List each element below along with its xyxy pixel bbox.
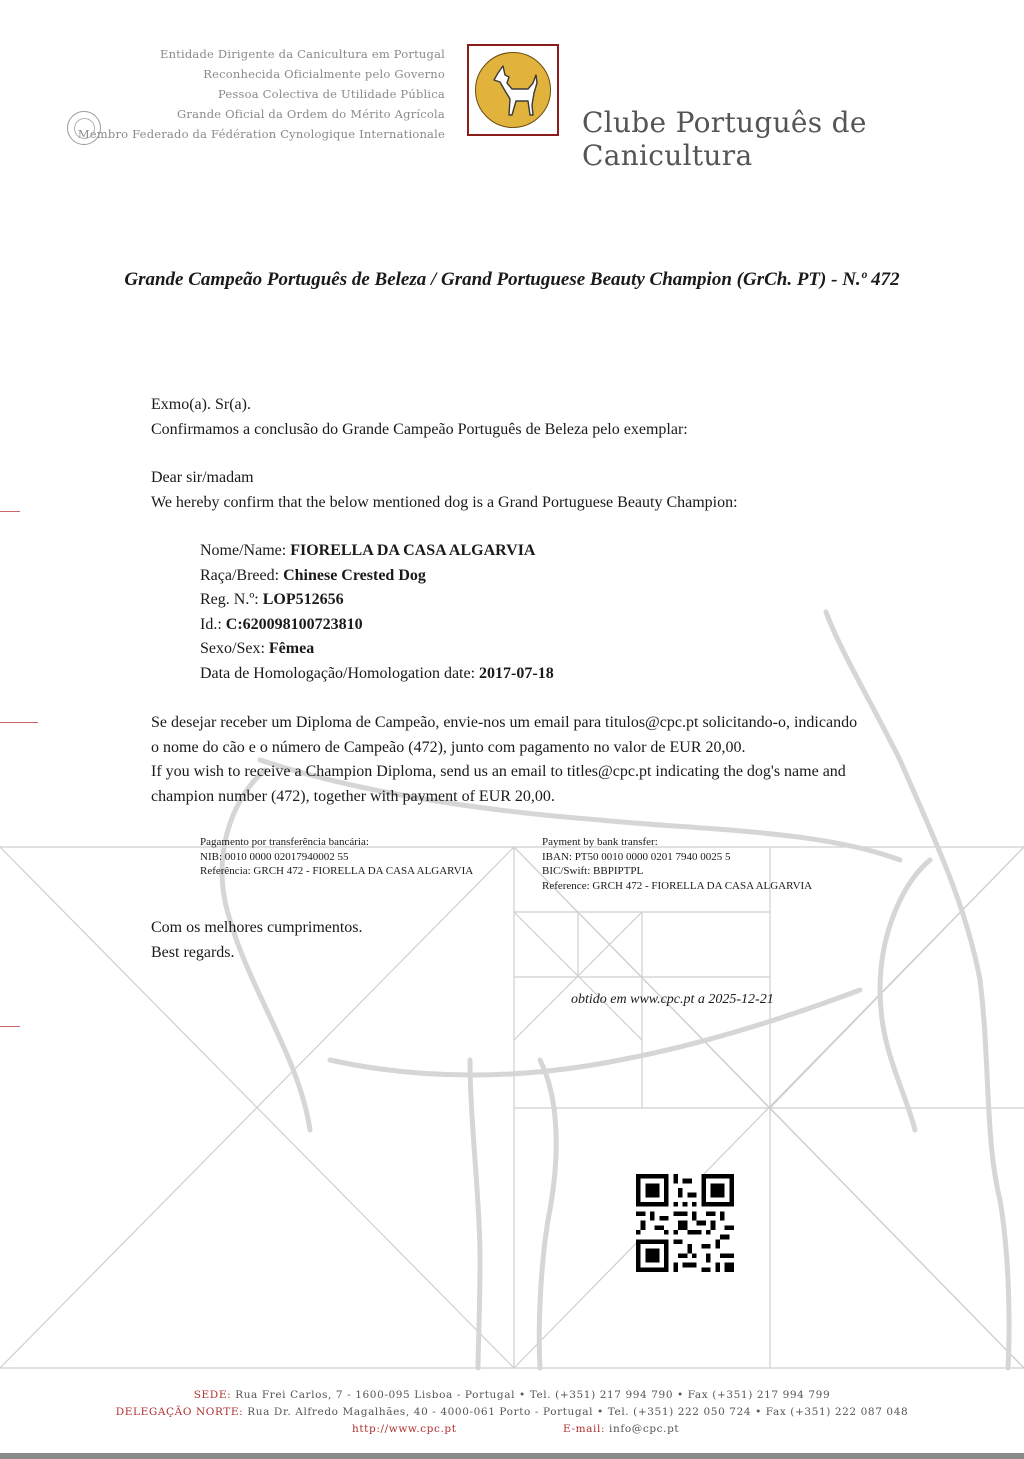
club-name: Clube Português de Canicultura [582, 106, 867, 172]
obtained-note: obtido em www.cpc.pt a 2025-12-21 [571, 992, 774, 1007]
dog-sex: Fêmea [268, 640, 315, 657]
greeting-en: Dear sir/madam [151, 469, 254, 486]
dog-id: C:620098100723810 [225, 615, 363, 633]
greeting-pt: Exmo(a). Sr(a). [151, 396, 251, 413]
date-label: Data de Homologação/Homologation date: [200, 664, 476, 682]
date-row [200, 662, 554, 687]
reference-pt: Referência: GRCH 472 - FIORELLA DA CASA ALGARVIA [200, 865, 474, 877]
confirmation-en: We hereby confirm that the below mentioned dog is a Grand Portuguese Beauty Champion: [151, 493, 738, 511]
club-logo [467, 44, 559, 136]
iban: IBAN: PT50 0010 0000 0201 7940 0025 5 [542, 850, 731, 863]
footer-email [563, 1421, 679, 1438]
diploma-en-line: champion number (472), together with payment of EUR 20,00. [151, 787, 555, 805]
payment-info-en [542, 835, 812, 893]
email-link[interactable]: info@cpc.pt [609, 1423, 680, 1435]
closing-block [151, 916, 363, 965]
fold-mark [0, 511, 20, 512]
page-bottom-bar [0, 1453, 1024, 1459]
reg-row [200, 588, 554, 613]
id-row [200, 613, 554, 638]
footer [0, 1387, 1024, 1421]
organization-credentials [78, 44, 445, 144]
credential-line: Pessoa Colectiva de Utilidade Pública [218, 87, 445, 101]
fold-mark [0, 722, 38, 723]
norte-address: Rua Dr. Alfredo Magalhães, 40 - 4000-061 Porto - Portugal • Tel. (+351) 222 050 724 • Fax (+351) 222 087 048 [247, 1406, 909, 1418]
reference-en: Reference: GRCH 472 - FIORELLA DA CASA ALGARVIA [542, 879, 813, 892]
credential-line: Grande Oficial da Ordem do Mérito Agrícola [176, 107, 445, 121]
diploma-pt-line: Se desejar receber um Diploma de Campeão, envie-nos um email para titulos@cpc.pt solicitando-o, indicando [151, 714, 858, 731]
footer-sede [0, 1387, 1024, 1404]
name-row [200, 539, 554, 564]
credential-line: Membro Federado da Fédération Cynologique Internationale [77, 127, 445, 141]
name-label: Nome/Name: [200, 542, 287, 559]
website-link[interactable]: http://www.cpc.pt [352, 1423, 457, 1435]
footer-norte [0, 1404, 1024, 1421]
page-title: Grande Campeão Português de Beleza / Grand Portuguese Beauty Champion (GrCh. PT) - N.º 472 [124, 269, 900, 290]
diploma-paragraph [151, 711, 857, 809]
dog-name: FIORELLA DA CASA ALGARVIA [290, 542, 536, 559]
reg-label: Reg. N.º: [200, 591, 259, 608]
breed-row [200, 564, 554, 589]
dog-details [200, 539, 554, 686]
greeting-block-pt [151, 393, 688, 442]
fold-mark [0, 1026, 20, 1027]
footer-web [352, 1421, 457, 1438]
sede-address: Rua Frei Carlos, 7 - 1600-095 Lisboa - Portugal • Tel. (+351) 217 994 790 • Fax (+351) 217 994 799 [235, 1389, 831, 1401]
greeting-block-en [151, 466, 738, 515]
qr-code-icon [636, 1174, 734, 1272]
dog-reg: LOP512656 [262, 591, 344, 608]
bic: BIC/Swift: BBPIPTPL [542, 865, 644, 877]
email-label: E-mail: [563, 1423, 606, 1435]
payment-heading-pt: Pagamento por transferência bancária: [200, 836, 369, 848]
dog-breed: Chinese Crested Dog [283, 566, 426, 584]
diploma-pt-line: o nome do cão e o número de Campeão (472), junto com pagamento no valor de EUR 20,00. [151, 738, 746, 756]
credential-line: Reconhecida Oficialmente pelo Governo [203, 67, 445, 81]
breed-label: Raça/Breed: [200, 566, 280, 584]
sede-label: SEDE: [193, 1389, 232, 1401]
id-label: Id.: [200, 615, 222, 633]
diploma-en-line: If you wish to receive a Champion Diploma, send us an email to titles@cpc.pt indicating the dog's name and [151, 763, 846, 780]
norte-label: DELEGAÇÃO NORTE: [115, 1406, 244, 1418]
dog-emblem-icon [475, 52, 551, 128]
closing-en: Best regards. [151, 943, 235, 961]
homologation-date: 2017-07-18 [479, 664, 554, 682]
payment-info-pt [200, 835, 473, 879]
sex-row [200, 637, 554, 662]
payment-heading-en: Payment by bank transfer: [542, 836, 658, 848]
nib: NIB: 0010 0000 02017940002 55 [200, 850, 349, 863]
sex-label: Sexo/Sex: [200, 640, 265, 657]
confirmation-pt: Confirmamos a conclusão do Grande Campeão Português de Beleza pelo exemplar: [151, 420, 688, 438]
fci-seal-icon [67, 111, 101, 145]
closing-pt: Com os melhores cumprimentos. [151, 919, 363, 936]
credential-line: Entidade Dirigente da Canicultura em Portugal [159, 47, 445, 61]
